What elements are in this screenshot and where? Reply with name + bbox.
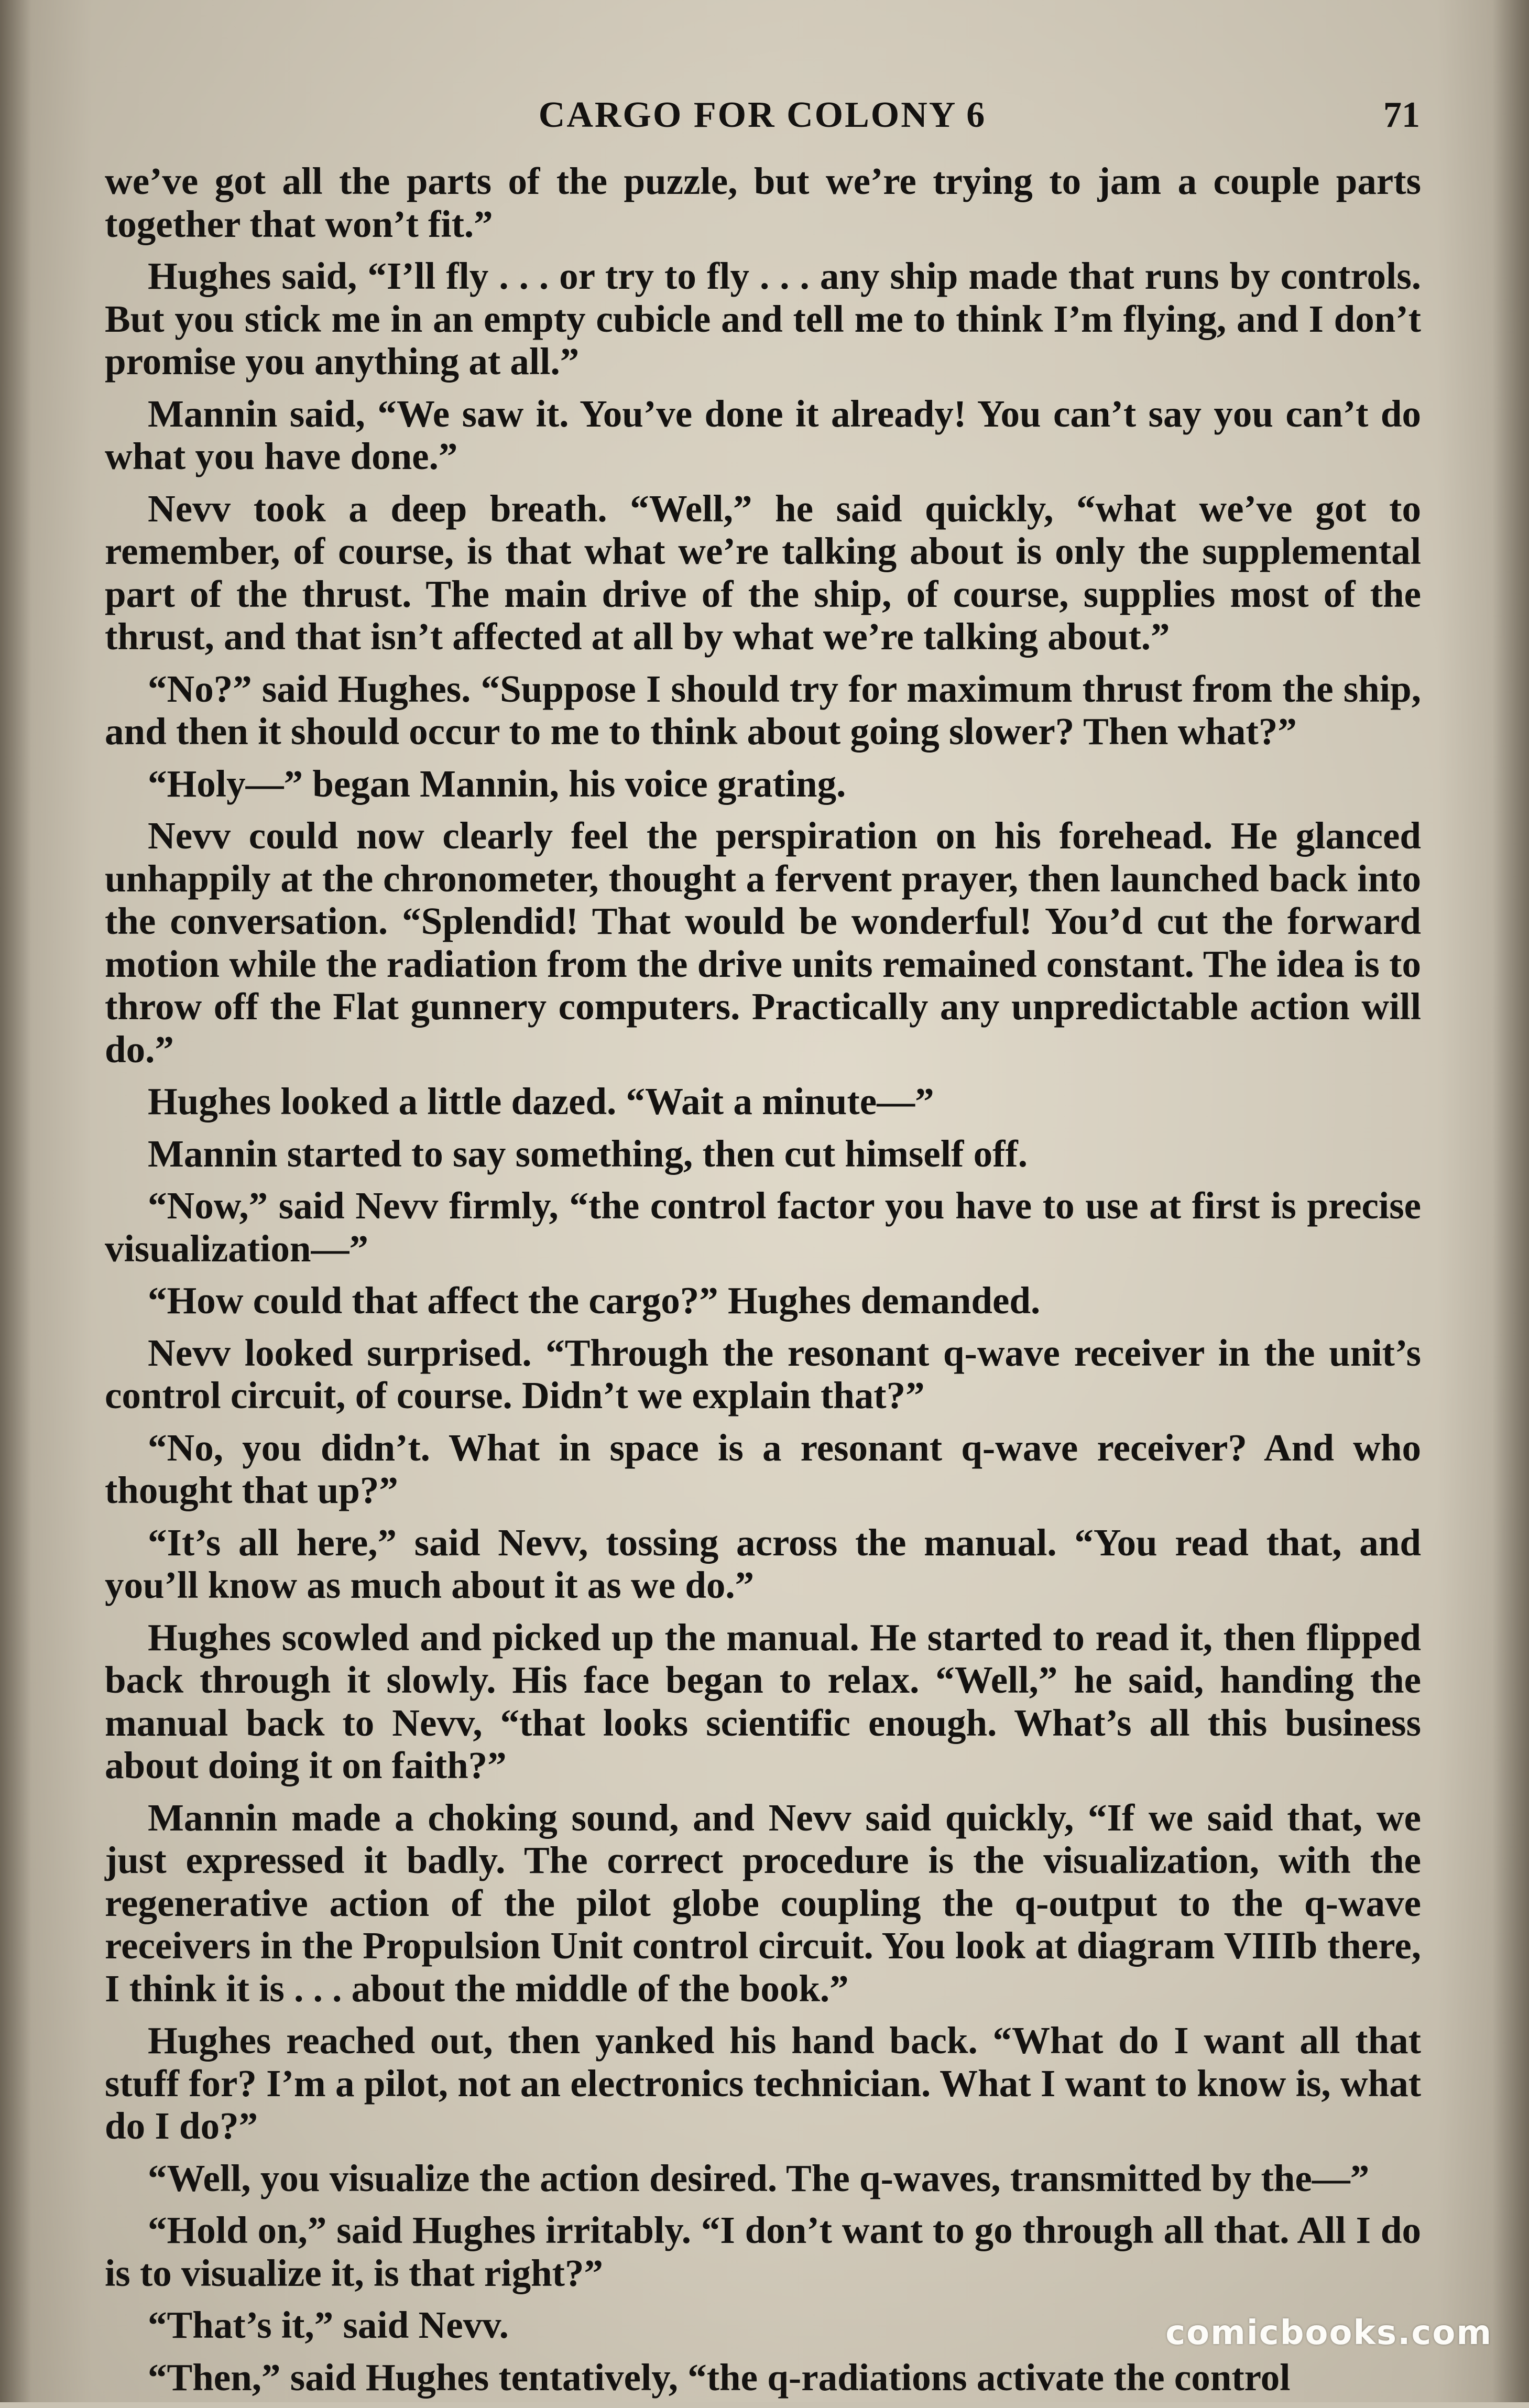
paragraph: “Hold on,” said Hughes irritably. “I don’t want to go through all that. All I do is to visualize it, is that right?” xyxy=(105,2209,1421,2294)
paragraph: Hughes reached out, then yanked his hand back. “What do I want all that stuff for? I’m a pilot, not an electronics technician. What I want to know is, what do I do?” xyxy=(105,2019,1421,2147)
paragraph: Mannin started to say something, then cut himself off. xyxy=(148,1132,1028,1175)
paragraph: “No?” said Hughes. “Suppose I should try for maximum thrust from the ship, and then it should occur to me to think about going slower? Then what?” xyxy=(105,667,1421,753)
paragraph: Nevv could now clearly feel the perspiration on his forehead. He glanced unhappily at the chronometer, thought a fervent prayer, then launched back into the conversation. “Splendid! That would be wonderful! You’d cut the forward motion while the radiation from the drive units remained constant. The idea is to throw off the Flat gunnery computers. Practically any unpredictable action will do.” xyxy=(105,814,1421,1071)
paragraph: “Now,” said Nevv firmly, “the control factor you have to use at first is precise visualization—” xyxy=(105,1184,1421,1270)
paragraph: Hughes looked a little dazed. “Wait a minute—” xyxy=(148,1080,934,1123)
paragraph: Mannin said, “We saw it. You’ve done it already! You can’t say you can’t do what you have done.” xyxy=(105,392,1421,477)
paragraph: Hughes said, “I’ll fly . . . or try to fly . . . any ship made that runs by controls. But you stick me in an empty cubicle and tell me to think I’m flying, and I don’t promise you anything at all.” xyxy=(105,255,1421,383)
watermark: comicbooks.com xyxy=(1165,2314,1492,2352)
paragraph: “It’s all here,” said Nevv, tossing across the manual. “You read that, and you’ll know as much about it as we do.” xyxy=(105,1521,1421,1606)
page-shadow-left xyxy=(0,0,31,2402)
paragraph: Nevv took a deep breath. “Well,” he said quickly, “what we’ve got to remember, of course, is that what we’re talking about is only the supplemental part of the thrust. The main drive of the ship, of course, supplies most of the thrust, and that isn’t affected at all by what we’re talking about.” xyxy=(105,487,1421,658)
page-shadow-right xyxy=(1492,0,1529,2402)
paragraph: “No, you didn’t. What in space is a resonant q-wave receiver? And who thought that up?” xyxy=(105,1426,1421,1511)
body-text xyxy=(105,160,1421,2408)
paragraph: Hughes scowled and picked up the manual. He started to read it, then flipped back through it slowly. His face began to relax. “Well,” he said, handing the manual back to Nevv, “that looks scientific enough. What’s all this business about doing it on faith?” xyxy=(105,1616,1421,1786)
paragraph: “How could that affect the cargo?” Hughes demanded. xyxy=(148,1279,1041,1322)
paragraph: Mannin made a choking sound, and Nevv said quickly, “If we said that, we just expressed it badly. The correct procedure is the visualization, with the regenerative action of the pilot globe coupling the q-output to the q-wave receivers in the Propulsion Unit control circuit. You look at diagram VIIIb there, I think it is . . . about the middle of the book.” xyxy=(105,1796,1421,2010)
running-title: CARGO FOR COLONY 6 xyxy=(538,95,987,135)
paragraph: we’ve got all the parts of the puzzle, but we’re trying to jam a couple parts together that won’t fit.” xyxy=(105,160,1421,245)
running-head xyxy=(105,89,1420,141)
paragraph: “Well, you visualize the action desired. The q-waves, transmitted by the—” xyxy=(148,2156,1370,2199)
paragraph: Nevv looked surprised. “Through the resonant q-wave receiver in the unit’s control circuit, of course. Didn’t we explain that?” xyxy=(105,1331,1421,1417)
paragraph: “Then,” said Hughes tentatively, “the q-radiations activate the control xyxy=(148,2356,1291,2399)
paragraph: “That’s it,” said Nevv. xyxy=(148,2304,509,2346)
paragraph: “Holy—” began Mannin, his voice grating. xyxy=(148,762,846,805)
page-number: 71 xyxy=(1383,95,1420,135)
